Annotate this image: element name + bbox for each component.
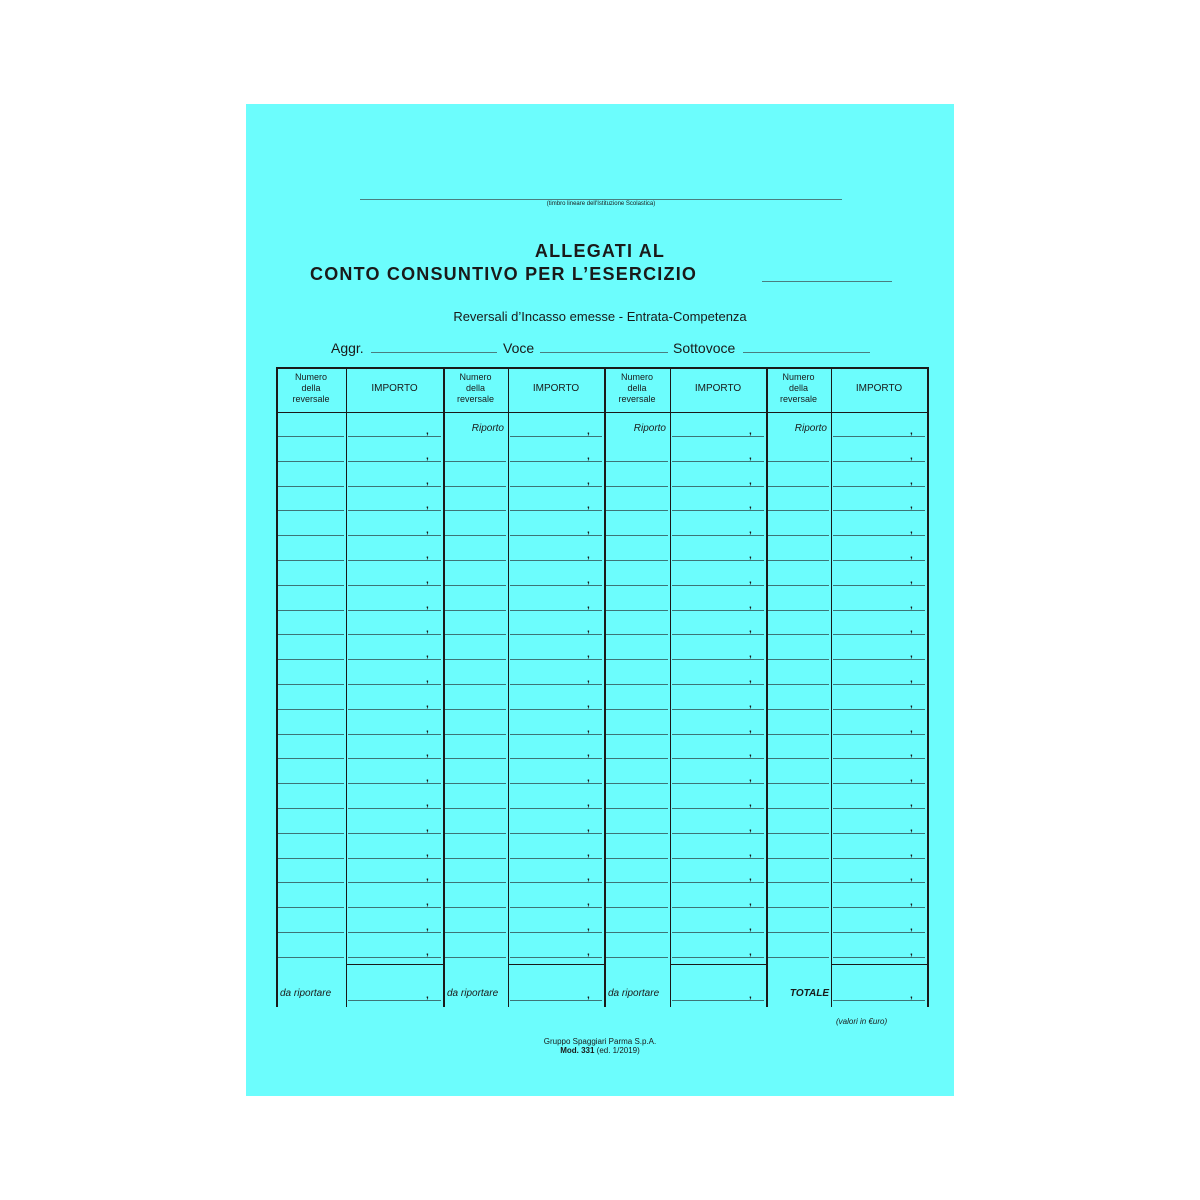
- decimal-comma: ,: [587, 990, 590, 1001]
- da-riportare-label: da riportare: [447, 988, 499, 999]
- header-numero-line: Numero: [459, 372, 492, 382]
- numero-row-line: [445, 486, 506, 487]
- decimal-comma: ,: [426, 525, 429, 537]
- decimal-comma: ,: [426, 946, 429, 958]
- da-riportare-label: da riportare: [280, 988, 332, 999]
- decimal-comma: ,: [749, 599, 752, 611]
- stamp-caption: (timbro lineare dell'Istituzione Scolastica): [546, 201, 656, 207]
- numero-row-line: [768, 932, 829, 933]
- numero-row-line: [768, 585, 829, 586]
- numero-row-line: [768, 535, 829, 536]
- numero-row-line: [278, 684, 344, 685]
- decimal-comma: ,: [426, 773, 429, 785]
- numero-row-line: [768, 560, 829, 561]
- aggr-fill-line: [371, 352, 497, 353]
- header-numero-line: reversale: [292, 394, 330, 404]
- numero-row-line: [606, 585, 668, 586]
- column-border: [927, 367, 929, 1007]
- header-numero-2: [443, 372, 508, 405]
- decimal-comma: ,: [587, 822, 590, 834]
- decimal-comma: ,: [426, 500, 429, 512]
- numero-row-line: [445, 684, 506, 685]
- numero-row-line: [278, 833, 344, 834]
- numero-row-line: [606, 684, 668, 685]
- decimal-comma: ,: [426, 450, 429, 462]
- decimal-comma: ,: [426, 649, 429, 661]
- header-numero-line: Numero: [782, 372, 815, 382]
- publisher: Gruppo Spaggiari Parma S.p.A.: [543, 1037, 657, 1046]
- numero-row-line: [445, 957, 506, 958]
- column-border: [276, 367, 278, 1007]
- header-numero-line: della: [627, 383, 647, 393]
- decimal-comma: ,: [910, 450, 913, 462]
- decimal-comma: ,: [587, 550, 590, 561]
- decimal-comma: ,: [910, 426, 913, 437]
- numero-row-line: [606, 932, 668, 933]
- decimal-comma: ,: [426, 550, 429, 561]
- numero-row-line: [768, 783, 829, 784]
- numero-row-line: [606, 882, 668, 883]
- decimal-comma: ,: [910, 525, 913, 537]
- decimal-comma: ,: [426, 723, 429, 735]
- decimal-comma: ,: [426, 624, 429, 636]
- decimal-comma: ,: [587, 450, 590, 462]
- decimal-comma: ,: [749, 674, 752, 685]
- decimal-comma: ,: [587, 599, 590, 611]
- column-border: [443, 367, 445, 1007]
- numero-row-line: [278, 709, 344, 710]
- decimal-comma: ,: [426, 698, 429, 710]
- voce-label: Voce: [503, 340, 535, 356]
- numero-row-line: [278, 932, 344, 933]
- decimal-comma: ,: [749, 698, 752, 710]
- numero-row-line: [278, 907, 344, 908]
- numero-row-line: [445, 560, 506, 561]
- header-importo-2: IMPORTO: [532, 383, 580, 394]
- decimal-comma: ,: [587, 748, 590, 760]
- numero-row-line: [768, 808, 829, 809]
- decimal-comma: ,: [426, 897, 429, 909]
- decimal-comma: ,: [910, 698, 913, 710]
- decimal-comma: ,: [910, 946, 913, 958]
- decimal-comma: ,: [426, 475, 429, 487]
- decimal-comma: ,: [587, 946, 590, 958]
- numero-row-line: [606, 734, 668, 735]
- decimal-comma: ,: [587, 574, 590, 586]
- decimal-comma: ,: [587, 698, 590, 710]
- numero-row-line: [278, 510, 344, 511]
- numero-row-line: [445, 634, 506, 635]
- numero-row-line: [606, 783, 668, 784]
- decimal-comma: ,: [910, 990, 913, 1001]
- decimal-comma: ,: [587, 847, 590, 859]
- decimal-comma: ,: [749, 946, 752, 958]
- numero-row-line: [278, 535, 344, 536]
- model-code: Mod. 331: [560, 1046, 595, 1055]
- decimal-comma: ,: [910, 798, 913, 809]
- numero-row-line: [278, 882, 344, 883]
- numero-row-line: [445, 858, 506, 859]
- numero-row-line: [768, 510, 829, 511]
- form-sheet: [246, 104, 954, 1096]
- header-importo-3: IMPORTO: [694, 383, 742, 394]
- numero-row-line: [606, 461, 668, 462]
- decimal-comma: ,: [749, 990, 752, 1001]
- numero-row-line: [768, 734, 829, 735]
- esercizio-fill-line: [762, 281, 892, 282]
- numero-row-line: [445, 833, 506, 834]
- numero-row-line: [445, 734, 506, 735]
- numero-row-line: [445, 659, 506, 660]
- decimal-comma: ,: [910, 922, 913, 933]
- numero-row-line: [278, 486, 344, 487]
- decimal-comma: ,: [749, 649, 752, 661]
- numero-row-line: [606, 709, 668, 710]
- numero-row-line: [606, 808, 668, 809]
- numero-row-line: [768, 684, 829, 685]
- decimal-comma: ,: [910, 550, 913, 561]
- title-line-2: CONTO CONSUNTIVO PER L’ESERCIZIO: [310, 264, 698, 284]
- numero-row-line: [606, 833, 668, 834]
- numero-row-line: [445, 882, 506, 883]
- numero-row-line: [278, 659, 344, 660]
- column-border: [831, 367, 832, 1007]
- decimal-comma: ,: [426, 847, 429, 859]
- decimal-comma: ,: [910, 872, 913, 884]
- decimal-comma: ,: [749, 773, 752, 785]
- numero-row-line: [768, 610, 829, 611]
- numero-row-line: [278, 461, 344, 462]
- header-numero-line: della: [301, 383, 321, 393]
- voce-fill-line: [540, 352, 668, 353]
- numero-row-line: [278, 610, 344, 611]
- decimal-comma: ,: [426, 426, 429, 437]
- header-numero-line: reversale: [618, 394, 656, 404]
- decimal-comma: ,: [749, 525, 752, 537]
- riporto-label-4: Riporto: [794, 423, 827, 434]
- numero-row-line: [606, 758, 668, 759]
- decimal-comma: ,: [587, 872, 590, 884]
- stamp-line: [360, 199, 842, 200]
- header-numero-1: [276, 372, 346, 405]
- numero-row-line: [606, 535, 668, 536]
- column-border: [346, 367, 347, 1007]
- header-numero-4: [766, 372, 831, 405]
- numero-row-line: [606, 659, 668, 660]
- decimal-comma: ,: [749, 450, 752, 462]
- riporto-label-2: Riporto: [471, 423, 504, 434]
- numero-row-line: [445, 510, 506, 511]
- numero-row-line: [445, 461, 506, 462]
- riporto-label-3: Riporto: [633, 423, 666, 434]
- decimal-comma: ,: [587, 624, 590, 636]
- numero-row-line: [278, 734, 344, 735]
- decimal-comma: ,: [426, 990, 429, 1001]
- decimal-comma: ,: [426, 574, 429, 586]
- decimal-comma: ,: [749, 798, 752, 809]
- subtitle: Reversali d’Incasso emesse - Entrata-Competenza: [453, 309, 747, 324]
- footer-box-top: [670, 964, 766, 965]
- decimal-comma: ,: [910, 748, 913, 760]
- sottovoce-label: Sottovoce: [673, 340, 736, 356]
- numero-row-line: [768, 758, 829, 759]
- numero-row-line: [768, 957, 829, 958]
- decimal-comma: ,: [587, 723, 590, 735]
- decimal-comma: ,: [749, 897, 752, 909]
- model-info: [246, 1046, 954, 1055]
- header-numero-line: reversale: [456, 394, 494, 404]
- header-numero-line: della: [788, 383, 808, 393]
- numero-row-line: [278, 808, 344, 809]
- numero-row-line: [445, 709, 506, 710]
- numero-row-line: [768, 659, 829, 660]
- decimal-comma: ,: [910, 574, 913, 586]
- numero-row-line: [445, 932, 506, 933]
- numero-row-line: [445, 783, 506, 784]
- numero-row-line: [278, 634, 344, 635]
- decimal-comma: ,: [749, 872, 752, 884]
- decimal-comma: ,: [910, 500, 913, 512]
- decimal-comma: ,: [749, 426, 752, 437]
- decimal-comma: ,: [426, 822, 429, 834]
- decimal-comma: ,: [910, 773, 913, 785]
- numero-row-line: [445, 610, 506, 611]
- decimal-comma: ,: [749, 847, 752, 859]
- decimal-comma: ,: [749, 723, 752, 735]
- decimal-comma: ,: [749, 922, 752, 933]
- aggr-label: Aggr.: [331, 340, 364, 356]
- numero-row-line: [445, 808, 506, 809]
- header-numero-line: Numero: [294, 372, 327, 382]
- numero-row-line: [768, 486, 829, 487]
- numero-row-line: [278, 585, 344, 586]
- decimal-comma: ,: [910, 649, 913, 661]
- numero-row-line: [768, 858, 829, 859]
- decimal-comma: ,: [426, 748, 429, 760]
- footer-box-top: [346, 964, 443, 965]
- numero-row-line: [445, 585, 506, 586]
- numero-row-line: [768, 907, 829, 908]
- numero-row-line: [278, 957, 344, 958]
- decimal-comma: ,: [910, 897, 913, 909]
- decimal-comma: ,: [910, 723, 913, 735]
- numero-row-line: [606, 610, 668, 611]
- header-numero-line: della: [465, 383, 485, 393]
- decimal-comma: ,: [426, 674, 429, 685]
- decimal-comma: ,: [587, 897, 590, 909]
- decimal-comma: ,: [426, 798, 429, 809]
- column-border: [670, 367, 671, 1007]
- numero-row-line: [445, 758, 506, 759]
- decimal-comma: ,: [587, 500, 590, 512]
- numero-row-line: [445, 907, 506, 908]
- sottovoce-fill-line: [743, 352, 870, 353]
- numero-row-line: [768, 634, 829, 635]
- decimal-comma: ,: [587, 922, 590, 933]
- numero-row-line: [768, 461, 829, 462]
- footer-box-top: [831, 964, 927, 965]
- decimal-comma: ,: [426, 599, 429, 611]
- decimal-comma: ,: [910, 624, 913, 636]
- decimal-comma: ,: [749, 624, 752, 636]
- numero-row-line: [606, 560, 668, 561]
- numero-row-line: [768, 882, 829, 883]
- decimal-comma: ,: [910, 599, 913, 611]
- numero-row-line: [606, 907, 668, 908]
- title-line-1: ALLEGATI AL: [534, 241, 666, 261]
- numero-row-line: [278, 560, 344, 561]
- numero-row-line: [768, 833, 829, 834]
- decimal-comma: ,: [749, 822, 752, 834]
- ledger-table: [276, 367, 927, 1007]
- decimal-comma: ,: [910, 674, 913, 685]
- decimal-comma: ,: [426, 922, 429, 933]
- table-top-border: [276, 367, 927, 369]
- numero-row-line: [606, 634, 668, 635]
- header-divider: [276, 412, 927, 413]
- decimal-comma: ,: [587, 426, 590, 437]
- numero-row-line: [278, 858, 344, 859]
- numero-row-line: [606, 957, 668, 958]
- numero-row-line: [278, 758, 344, 759]
- totale-label: TOTALE: [789, 988, 829, 999]
- column-border: [604, 367, 606, 1007]
- decimal-comma: ,: [910, 847, 913, 859]
- header-numero-line: Numero: [620, 372, 653, 382]
- numero-row-line: [606, 858, 668, 859]
- decimal-comma: ,: [426, 872, 429, 884]
- decimal-comma: ,: [587, 475, 590, 487]
- header-numero-3: [604, 372, 670, 405]
- decimal-comma: ,: [587, 525, 590, 537]
- decimal-comma: ,: [910, 475, 913, 487]
- numero-row-line: [278, 783, 344, 784]
- decimal-comma: ,: [587, 674, 590, 685]
- numero-row-line: [606, 486, 668, 487]
- decimal-comma: ,: [749, 500, 752, 512]
- header-importo-1: IMPORTO: [371, 383, 418, 394]
- decimal-comma: ,: [910, 822, 913, 834]
- da-riportare-label: da riportare: [608, 988, 660, 999]
- footer-box-top: [508, 964, 604, 965]
- decimal-comma: ,: [749, 475, 752, 487]
- header-numero-line: reversale: [779, 394, 817, 404]
- model-edition: (ed. 1/2019): [596, 1046, 640, 1055]
- decimal-comma: ,: [749, 550, 752, 561]
- valori-note: (valori in €uro): [836, 1017, 888, 1026]
- decimal-comma: ,: [587, 649, 590, 661]
- column-border: [766, 367, 768, 1007]
- column-border: [508, 367, 509, 1007]
- decimal-comma: ,: [749, 574, 752, 586]
- decimal-comma: ,: [587, 798, 590, 809]
- numero-row-line: [606, 510, 668, 511]
- decimal-comma: ,: [749, 748, 752, 760]
- numero-row-line: [278, 436, 344, 437]
- numero-row-line: [445, 535, 506, 536]
- numero-row-line: [768, 709, 829, 710]
- decimal-comma: ,: [587, 773, 590, 785]
- header-importo-4: IMPORTO: [855, 383, 903, 394]
